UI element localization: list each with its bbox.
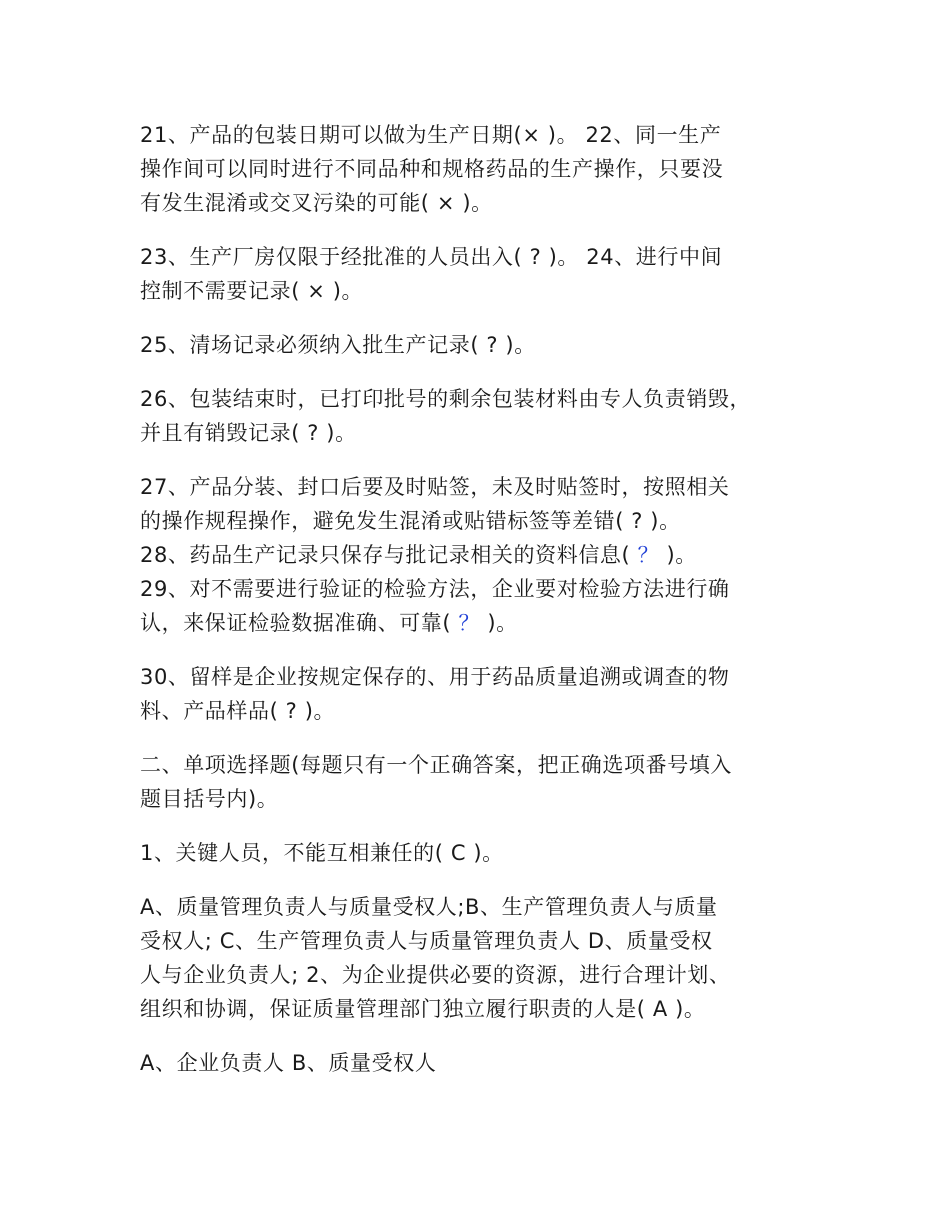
- question-25: [140, 328, 830, 362]
- text-line: 二、单项选择题(每题只有一个正确答案，把正确选项番号填入: [140, 753, 732, 777]
- choice-question-1: [140, 836, 830, 870]
- text-line: 并且有销毁记录( ? )。: [140, 421, 357, 445]
- question-29-line: [140, 606, 830, 640]
- choice-options-1-question-2: [140, 890, 830, 1026]
- text-run: )。: [487, 611, 518, 635]
- text-line: 26、包装结束时，已打印批号的剩余包装材料由专人负责销毁，: [140, 387, 752, 411]
- answer-mark: ？: [458, 611, 481, 635]
- question-28-line: [140, 538, 830, 572]
- question-21-22: [140, 118, 830, 220]
- question-26: [140, 382, 830, 450]
- text-line: 的操作规程操作，避免发生混淆或贴错标签等差错( ? )。: [140, 509, 681, 533]
- text-line: A、质量管理负责人与质量受权人;B、生产管理负责人与质量: [140, 895, 718, 919]
- question-23-24: [140, 240, 830, 308]
- choice-options-2: [140, 1046, 830, 1080]
- text-run: 认，来保证检验数据准确、可靠(: [140, 611, 452, 635]
- text-line: 料、产品样品( ? )。: [140, 699, 336, 723]
- text-line: A、企业负责人 B、质量受权人: [140, 1051, 437, 1075]
- text-line: 23、生产厂房仅限于经批准的人员出入( ? )。 24、进行中间: [140, 245, 723, 269]
- answer-mark: ？: [637, 543, 660, 567]
- text-line: 题目括号内)。: [140, 787, 279, 811]
- text-line: 25、清场记录必须纳入批生产记录( ? )。: [140, 333, 536, 357]
- document-body: [140, 118, 830, 1100]
- text-line: 有发生混淆或交叉污染的可能( × )。: [140, 191, 493, 215]
- text-line: 人与企业负责人; 2、为企业提供必要的资源，进行合理计划、: [140, 963, 731, 987]
- section-heading-single-choice: [140, 748, 830, 816]
- text-line: 1、关键人员，不能互相兼任的( C )。: [140, 841, 504, 865]
- text-line: 27、产品分装、封口后要及时贴签，未及时贴签时，按照相关: [140, 475, 730, 499]
- text-run: 28、药品生产记录只保存与批记录相关的资料信息(: [140, 543, 631, 567]
- text-line: 30、留样是企业按规定保存的、用于药品质量追溯或调查的物: [140, 665, 730, 689]
- text-line: 控制不需要记录( × )。: [140, 279, 364, 303]
- text-line: 21、产品的包装日期可以做为生产日期(× )。 22、同一生产: [140, 123, 722, 147]
- question-27: [140, 470, 830, 538]
- question-30: [140, 660, 830, 728]
- text-line: 操作间可以同时进行不同品种和规格药品的生产操作，只要没: [140, 157, 724, 181]
- text-run: )。: [666, 543, 697, 567]
- text-line: 29、对不需要进行验证的检验方法，企业要对检验方法进行确: [140, 577, 730, 601]
- question-28-29: [140, 538, 830, 640]
- text-line: 受权人; C、生产管理负责人与质量管理负责人 D、质量受权: [140, 929, 713, 953]
- text-line: 组织和协调，保证质量管理部门独立履行职责的人是( A )。: [140, 997, 706, 1021]
